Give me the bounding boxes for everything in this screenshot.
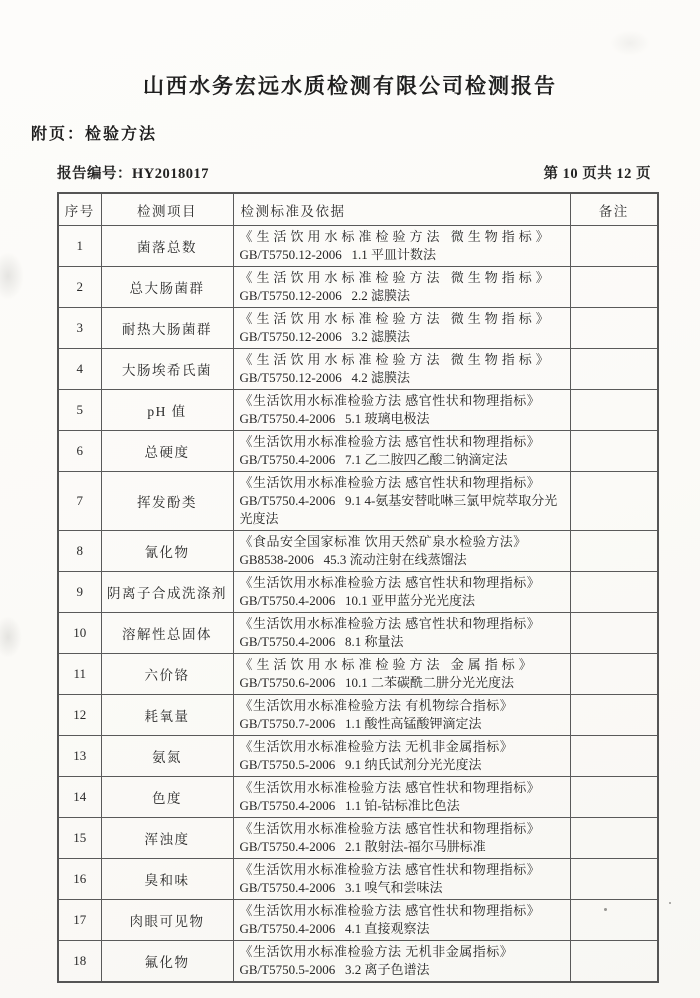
method-text: GB/T5750.4-2006 7.1 乙二胺四乙酸二钠滴定法 xyxy=(239,452,508,467)
item-name: 大肠埃希氏菌 xyxy=(101,349,233,390)
method-text: GB/T5750.5-2006 3.2 离子色谱法 xyxy=(239,962,430,977)
method-text: GB/T5750.4-2006 4.1 直接观察法 xyxy=(239,921,430,936)
remark-cell xyxy=(570,308,658,349)
remark-cell xyxy=(570,226,658,267)
remark-cell xyxy=(570,736,658,777)
standard-cell xyxy=(233,390,570,431)
table-row xyxy=(58,818,658,859)
item-name: 耐热大肠菌群 xyxy=(101,308,233,349)
row-number: 4 xyxy=(58,349,101,390)
row-number: 17 xyxy=(58,900,101,941)
standard-name: 《生活饮用水标准检验方法 感官性状和物理指标》 xyxy=(239,903,541,918)
remark-cell xyxy=(570,818,658,859)
method-text: GB/T5750.12-2006 1.1 平皿计数法 xyxy=(239,247,436,262)
row-number: 9 xyxy=(58,572,101,613)
row-number: 6 xyxy=(58,431,101,472)
standard-name: 《生活饮用水标准检验方法 金属指标》 xyxy=(239,657,536,672)
table-row xyxy=(58,390,658,431)
standard-cell xyxy=(233,472,570,531)
standard-name: 《生活饮用水标准检验方法 微生物指标》 xyxy=(239,270,553,285)
row-number: 8 xyxy=(58,531,101,572)
standard-name: 《生活饮用水标准检验方法 感官性状和物理指标》 xyxy=(239,780,541,795)
method-text: GB/T5750.4-2006 1.1 铂-钴标准比色法 xyxy=(239,798,460,813)
meta-row xyxy=(57,162,651,183)
table-row xyxy=(58,654,658,695)
standard-name: 《生活饮用水标准检验方法 感官性状和物理指标》 xyxy=(239,393,541,408)
table-row xyxy=(58,736,658,777)
remark-cell xyxy=(570,531,658,572)
standard-name: 《生活饮用水标准检验方法 无机非金属指标》 xyxy=(239,739,514,754)
table-row xyxy=(58,613,658,654)
row-number: 3 xyxy=(58,308,101,349)
item-name: pH 值 xyxy=(101,390,233,431)
item-name: 溶解性总固体 xyxy=(101,613,233,654)
methods-table-head xyxy=(58,193,658,226)
report-number xyxy=(57,162,209,183)
remark-cell xyxy=(570,941,658,983)
method-text: GB/T5750.4-2006 10.1 亚甲蓝分光光度法 xyxy=(239,593,475,608)
row-number: 2 xyxy=(58,267,101,308)
table-row xyxy=(58,267,658,308)
row-number: 7 xyxy=(58,472,101,531)
remark-cell xyxy=(570,472,658,531)
standard-name: 《生活饮用水标准检验方法 微生物指标》 xyxy=(239,352,553,367)
standard-cell xyxy=(233,349,570,390)
table-row xyxy=(58,900,658,941)
report-number-label: 报告编号： xyxy=(57,166,132,182)
standard-cell xyxy=(233,613,570,654)
table-row xyxy=(58,531,658,572)
col-header-standard: 检测标准及依据 xyxy=(233,193,570,226)
standard-name: 《生活饮用水标准检验方法 感官性状和物理指标》 xyxy=(239,862,541,877)
standard-cell xyxy=(233,818,570,859)
standard-name: 《生活饮用水标准检验方法 感官性状和物理指标》 xyxy=(239,821,541,836)
standard-cell xyxy=(233,736,570,777)
standard-cell xyxy=(233,531,570,572)
scan-smudge xyxy=(0,616,22,658)
table-row xyxy=(58,695,658,736)
method-text: GB/T5750.4-2006 3.1 嗅气和尝味法 xyxy=(239,880,443,895)
standard-name: 《生活饮用水标准检验方法 微生物指标》 xyxy=(239,311,553,326)
standard-name: 《生活饮用水标准检验方法 无机非金属指标》 xyxy=(239,944,514,959)
col-header-item: 检测项目 xyxy=(101,193,233,226)
item-name: 浑浊度 xyxy=(101,818,233,859)
method-text: GB8538-2006 45.3 流动注射在线蒸馏法 xyxy=(239,552,467,567)
standard-cell xyxy=(233,267,570,308)
remark-cell xyxy=(570,654,658,695)
appendix-heading: 附页：检验方法 xyxy=(31,126,158,143)
row-number: 5 xyxy=(58,390,101,431)
report-title: 山西水务宏远水质检测有限公司检测报告 xyxy=(143,75,557,98)
table-row xyxy=(58,777,658,818)
item-name: 六价铬 xyxy=(101,654,233,695)
table-row xyxy=(58,308,658,349)
remark-cell xyxy=(570,859,658,900)
remark-cell xyxy=(570,431,658,472)
standard-cell xyxy=(233,859,570,900)
item-name: 总硬度 xyxy=(101,431,233,472)
item-name: 色度 xyxy=(101,777,233,818)
table-row xyxy=(58,941,658,983)
row-number: 12 xyxy=(58,695,101,736)
item-name: 氟化物 xyxy=(101,941,233,983)
header-row xyxy=(58,193,658,226)
method-text: GB/T5750.4-2006 9.1 4-氨基安替吡啉三氯甲烷萃取分光光度法 xyxy=(239,493,558,526)
remark-cell xyxy=(570,613,658,654)
item-name: 氰化物 xyxy=(101,531,233,572)
row-number: 15 xyxy=(58,818,101,859)
method-text: GB/T5750.12-2006 2.2 滤膜法 xyxy=(239,288,410,303)
standard-cell xyxy=(233,777,570,818)
table-row xyxy=(58,349,658,390)
remark-cell xyxy=(570,695,658,736)
remark-cell xyxy=(570,572,658,613)
item-name: 总大肠菌群 xyxy=(101,267,233,308)
table-row xyxy=(58,472,658,531)
standard-name: 《生活饮用水标准检验方法 感官性状和物理指标》 xyxy=(239,616,541,631)
page-indicator: 第 10 页共 12 页 xyxy=(543,166,651,182)
method-text: GB/T5750.12-2006 4.2 滤膜法 xyxy=(239,370,410,385)
item-name: 挥发酚类 xyxy=(101,472,233,531)
methods-table-body xyxy=(58,226,658,983)
remark-cell xyxy=(570,777,658,818)
table-row xyxy=(58,431,658,472)
item-name: 菌落总数 xyxy=(101,226,233,267)
table-row xyxy=(58,859,658,900)
item-name: 阴离子合成洗涤剂 xyxy=(101,572,233,613)
report-number-value: HY2018017 xyxy=(132,166,209,182)
standard-name: 《生活饮用水标准检验方法 感官性状和物理指标》 xyxy=(239,475,541,490)
standard-cell xyxy=(233,654,570,695)
method-text: GB/T5750.4-2006 8.1 称量法 xyxy=(239,634,404,649)
row-number: 10 xyxy=(58,613,101,654)
scan-smudge xyxy=(0,252,24,300)
ink-speck xyxy=(669,902,671,904)
remark-cell xyxy=(570,267,658,308)
standard-cell xyxy=(233,900,570,941)
standard-name: 《生活饮用水标准检验方法 感官性状和物理指标》 xyxy=(239,434,541,449)
standard-name: 《生活饮用水标准检验方法 感官性状和物理指标》 xyxy=(239,575,541,590)
standard-cell xyxy=(233,308,570,349)
method-text: GB/T5750.7-2006 1.1 酸性高锰酸钾滴定法 xyxy=(239,716,482,731)
remark-cell xyxy=(570,900,658,941)
item-name: 臭和味 xyxy=(101,859,233,900)
row-number: 18 xyxy=(58,941,101,983)
remark-cell xyxy=(570,390,658,431)
row-number: 13 xyxy=(58,736,101,777)
method-text: GB/T5750.12-2006 3.2 滤膜法 xyxy=(239,329,410,344)
item-name: 氨氮 xyxy=(101,736,233,777)
standard-cell xyxy=(233,941,570,983)
row-number: 11 xyxy=(58,654,101,695)
standard-cell xyxy=(233,695,570,736)
row-number: 1 xyxy=(58,226,101,267)
method-text: GB/T5750.5-2006 9.1 纳氏试剂分光光度法 xyxy=(239,757,482,772)
item-name: 耗氧量 xyxy=(101,695,233,736)
method-text: GB/T5750.4-2006 5.1 玻璃电极法 xyxy=(239,411,430,426)
remark-cell xyxy=(570,349,658,390)
table-row xyxy=(58,226,658,267)
col-header-seq: 序号 xyxy=(58,193,101,226)
table-row xyxy=(58,572,658,613)
standard-cell xyxy=(233,431,570,472)
row-number: 14 xyxy=(58,777,101,818)
row-number: 16 xyxy=(58,859,101,900)
method-text: GB/T5750.4-2006 2.1 散射法-福尔马肼标准 xyxy=(239,839,486,854)
standard-name: 《生活饮用水标准检验方法 微生物指标》 xyxy=(239,229,553,244)
col-header-remark: 备注 xyxy=(570,193,658,226)
standard-name: 《食品安全国家标准 饮用天然矿泉水检验方法》 xyxy=(239,534,527,549)
standard-name: 《生活饮用水标准检验方法 有机物综合指标》 xyxy=(239,698,514,713)
method-text: GB/T5750.6-2006 10.1 二苯碳酰二肼分光光度法 xyxy=(239,675,514,690)
standard-cell xyxy=(233,572,570,613)
item-name: 肉眼可见物 xyxy=(101,900,233,941)
standard-cell xyxy=(233,226,570,267)
methods-table xyxy=(57,192,659,983)
